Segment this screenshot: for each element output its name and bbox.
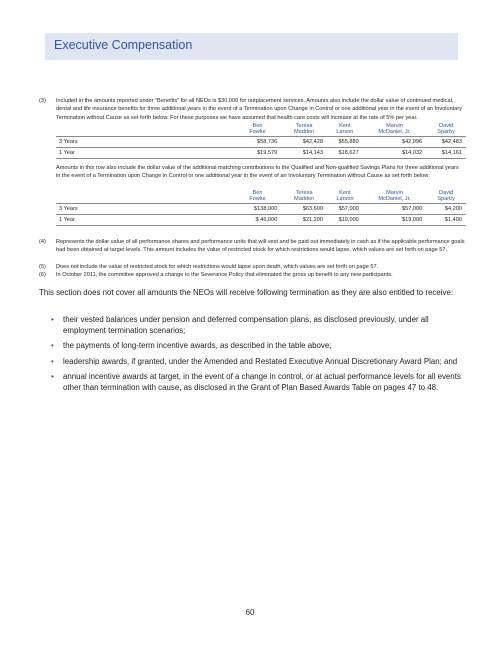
table-cell: $18,627 [327,148,363,159]
table-cell: $19,000 [327,215,363,226]
column-header: Ben Fowke [249,189,266,203]
column-header: Teresa Madden [294,189,315,203]
intro-paragraph: This section does not cover all amounts the NEOs will receive following termination as they are also entitled to receive: [39,288,454,297]
column-header: Teresa Madden [294,122,315,136]
list-item-text: the payments of long-term incentive awards, as described in the table above; [63,341,332,351]
list-item-text: their vested balances under pension and deferred compensation plans, as disclosed previously, under all employment termination scenarios; [63,315,429,335]
list-item [50,372,462,393]
column-header: David Sparby [437,122,455,136]
health-care-table [56,122,466,159]
column-header: Marvin McDaniel, Jr. [378,122,411,136]
column-header: Marvin McDaniel, Jr. [378,189,411,203]
section-header-band [45,33,458,60]
table-row [56,137,466,148]
savings-plan-paragraph: Amounts in this row also include the dollar value of the additional matching contributions to the Qualified and Non-qualified Savings Plans for three additional years in the event of a Termination upon Change in Control or one additional year in the event of an Involuntary Termination without Cause as set forth below: [56,165,459,180]
row-label: 1 Year [56,215,234,226]
section-title: Executive Compensation [54,38,193,52]
page-number: 60 [245,608,255,617]
row-label: 3 Years [56,137,234,148]
table-cell: $19,579 [234,148,282,159]
table-cell: $63,600 [281,204,327,215]
savings-plan-table [56,189,466,226]
footnote-text: Represents the dollar value of all performance shares and performance units that will vest and be paid out immediately in cash as if the applicable performance goals had been obtained at target levels. This amount includes the value of restricted stock for which restrictions would lapse, which values are set forth on page 57. [56,239,465,254]
list-item [50,315,462,336]
footnote-number: (4) [39,239,46,245]
table-cell: $57,000 [327,204,363,215]
entitlement-list [50,315,462,399]
footnote-text: Does not include the value of restricted stock for which restrictions would lapse upon death, which values are set forth on page 57. [56,264,379,270]
table-row [56,204,466,215]
footnote-number: (6) [39,272,46,278]
footnote-number: (3) [39,98,46,104]
column-header: Kent Larson [336,122,354,136]
bullet-icon: • [51,372,54,382]
footnote-number: (5) [39,264,46,270]
table-row [56,148,466,159]
table-cell: $42,483 [426,137,466,148]
table-cell: $14,161 [426,148,466,159]
table-cell: $14,032 [363,148,426,159]
table-cell: $42,096 [363,137,426,148]
table-cell: $19,000 [363,215,426,226]
table-cell: $1,400 [426,215,466,226]
bullet-icon: • [51,356,54,366]
column-header: Kent Larson [336,189,354,203]
bullet-icon: • [51,315,54,324]
table-cell: $4,200 [426,204,466,215]
table-corner [56,189,234,204]
list-item [50,357,462,368]
row-label: 3 Years [56,204,234,215]
table-corner [56,122,234,137]
table-cell: $14,143 [281,148,327,159]
footnote-text: Included in the amounts reported under “Benefits” for all NEOs is $30,000 for outplacement services. Amounts also include the dollar value of continued medical, dental and life insurance benefits for three additional years in the event of a Termination upon Change in Control or one additional year in the event of an Involuntary Termination without Cause as set forth below. For these purposes we have assumed that health care costs will increase at the rate of 5% per year. [56,98,463,121]
list-item-text: leadership awards, if granted, under the Amended and Restated Executive Annual Discretionary Award Plan; and [63,356,458,366]
column-header: David Sparby [437,189,455,203]
table-cell: $55,880 [327,137,363,148]
table-cell: $21,200 [281,215,327,226]
table-cell: $57,000 [363,204,426,215]
footnote-4 [39,238,465,263]
table-cell: $ 46,000 [234,215,282,226]
footnote-text: In October 2011, the committee approved a change to the Severance Policy that eliminated the gross up benefit to any new participants. [56,272,393,278]
list-item [50,341,462,352]
table-cell: $58,736 [234,137,282,148]
table-row [56,215,466,226]
bullet-icon: • [51,341,54,351]
row-label: 1 Year [56,148,234,159]
table-cell: $138,000 [234,204,282,215]
table-cell: $42,428 [281,137,327,148]
column-header: Ben Fowke [249,122,266,136]
footnote-6 [39,271,465,280]
list-item-text: annual incentive awards at target, in the event of a change in control, or at actual performance levels for all events other than termination with cause, as disclosed in the Grant of Plan Based Awards Table on pages 47 to 48. [63,372,461,392]
